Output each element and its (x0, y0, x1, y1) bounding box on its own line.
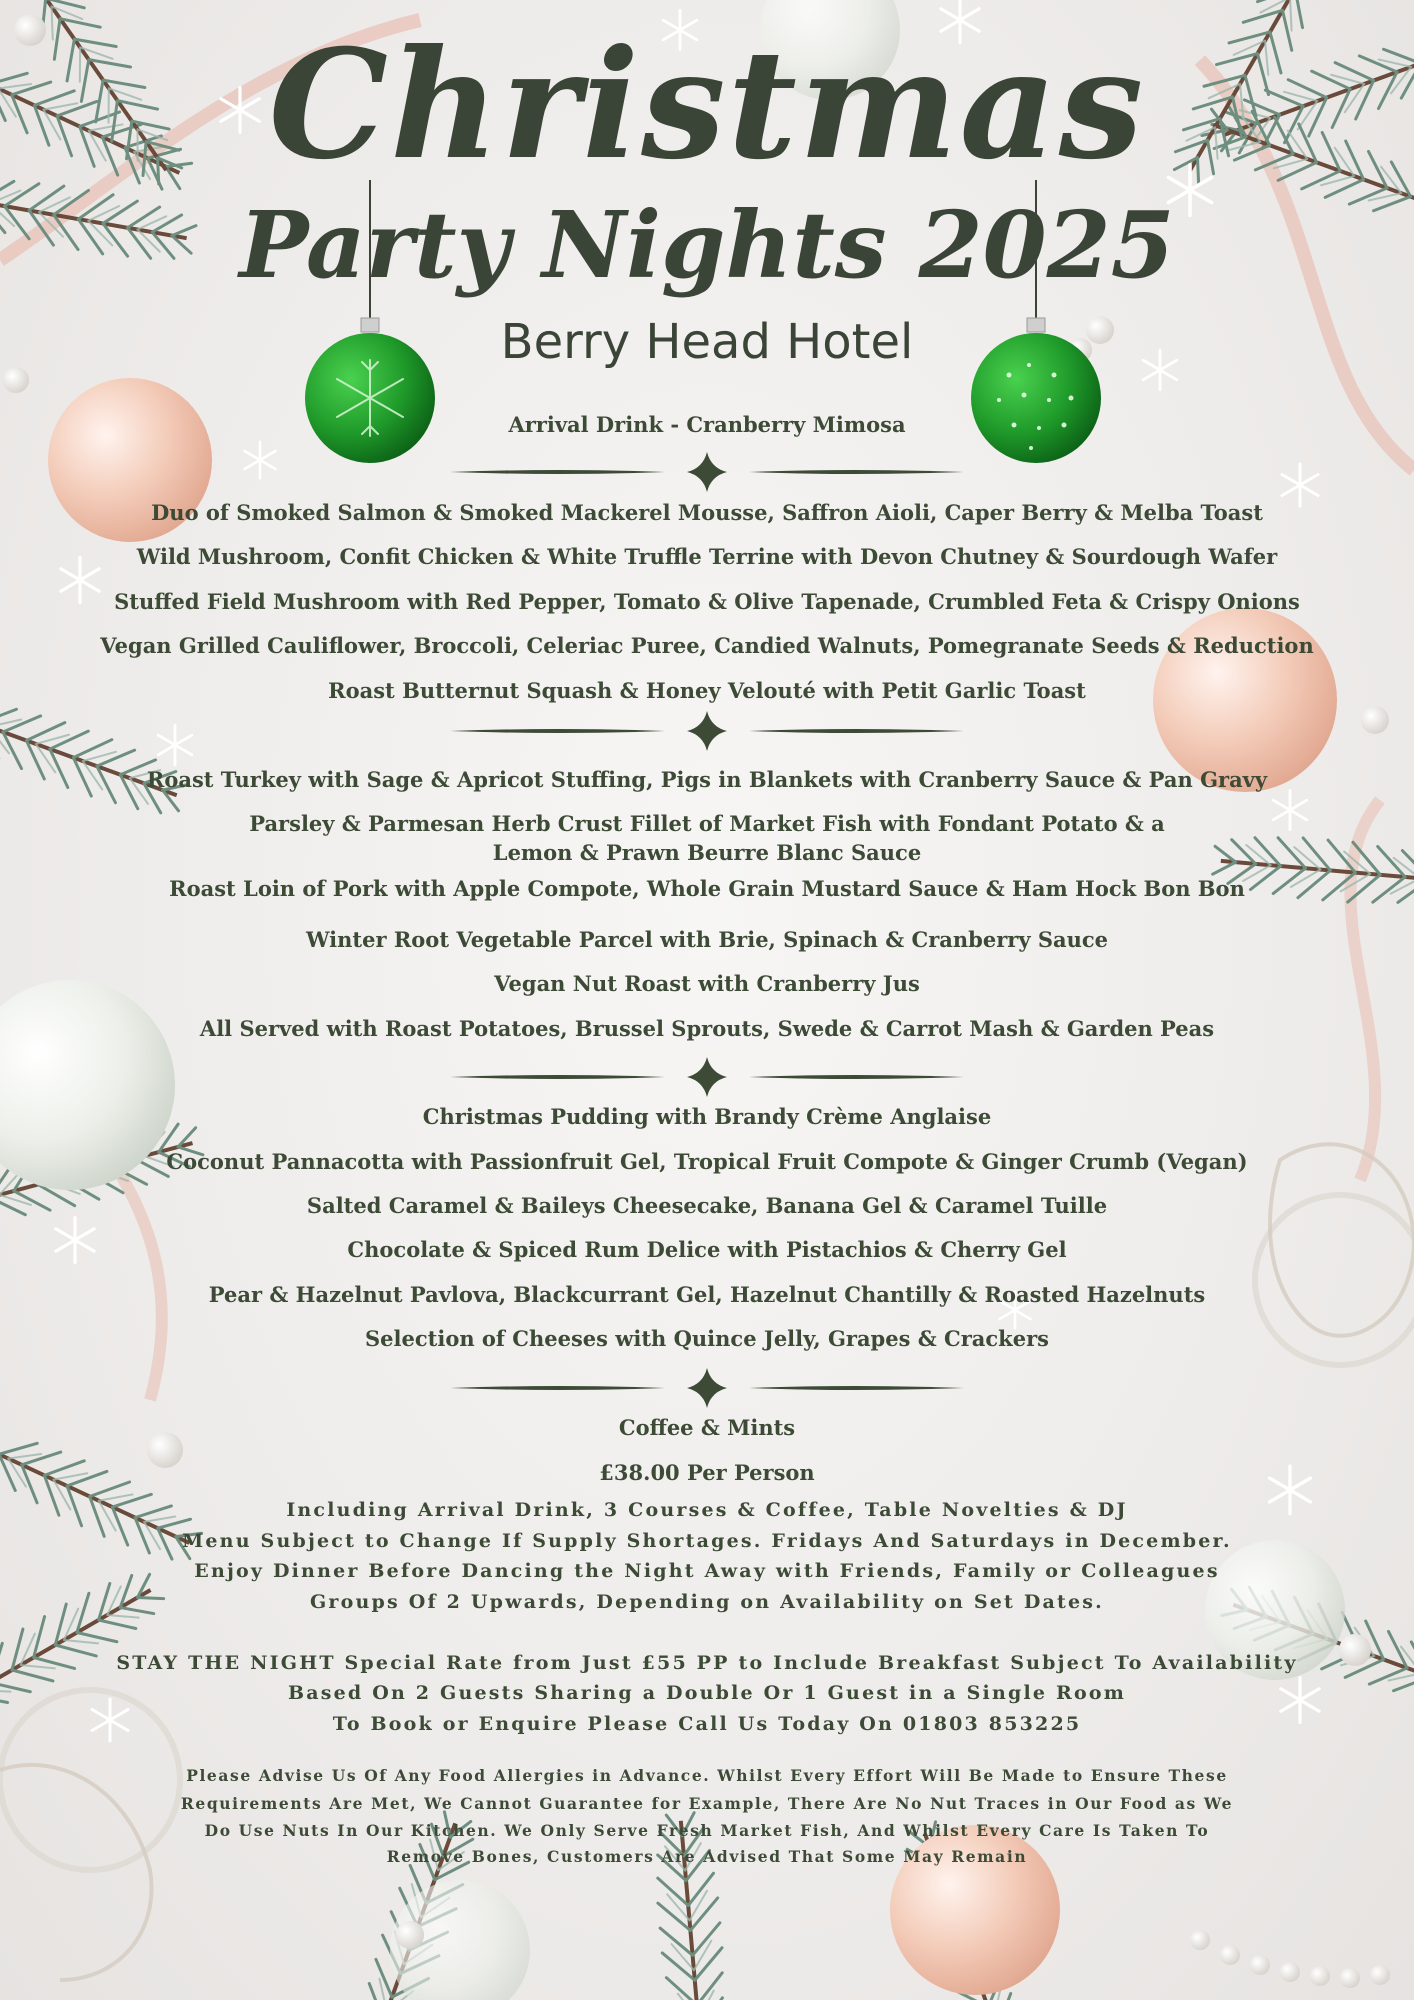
starter-item: Stuffed Field Mushroom with Red Pepper, Tomato & Olive Tapenade, Crumbled Feta & Crispy Onions (114, 589, 1300, 614)
starter-item: Duo of Smoked Salmon & Smoked Mackerel Mousse, Saffron Aioli, Caper Berry & Melba Toast (151, 500, 1263, 525)
main-item: Parsley & Parmesan Herb Crust Fillet of Market Fish with Fondant Potato & a (249, 811, 1165, 836)
hotel-name: Berry Head Hotel (500, 314, 914, 370)
details-line: Including Arrival Drink, 3 Courses & Coffee, Table Novelties & DJ (286, 1499, 1128, 1521)
divider-star-icon (440, 1057, 974, 1097)
allergy-notice-line: Requirements Are Met, We Cannot Guarantee for Example, There Are No Nut Traces in Our Food as We (180, 1794, 1234, 1813)
arrival-drink: Arrival Drink - Cranberry Mimosa (508, 412, 906, 437)
main-item: Lemon & Prawn Beurre Blanc Sauce (492, 840, 922, 865)
divider-star-icon (440, 711, 974, 751)
main-item: Roast Turkey with Sage & Apricot Stuffing, Pigs in Blankets with Cranberry Sauce & Pan Gravy (146, 767, 1268, 792)
price: £38.00 Per Person (599, 1460, 815, 1485)
allergy-notice-line: Remove Bones, Customers Are Advised That Some May Remain (386, 1847, 1028, 1866)
dessert-item: Selection of Cheeses with Quince Jelly, Grapes & Crackers (365, 1326, 1049, 1351)
details-line: Enjoy Dinner Before Dancing the Night Away with Friends, Family or Colleagues (194, 1560, 1220, 1582)
main-item: Roast Loin of Pork with Apple Compote, Whole Grain Mustard Sauce & Ham Hock Bon Bon (169, 876, 1245, 901)
allergy-notice-line: Please Advise Us Of Any Food Allergies in Advance. Whilst Every Effort Will Be Made to Ensure These (186, 1766, 1228, 1785)
dessert-item: Christmas Pudding with Brandy Crème Anglaise (422, 1104, 992, 1129)
page-subtitle: Party Nights 2025 (239, 191, 1175, 299)
divider-star-icon (440, 452, 974, 492)
divider-star-icon (440, 1368, 974, 1408)
allergy-notice-line: Do Use Nuts In Our Kitchen. We Only Serve Fresh Market Fish, And Whilst Every Care Is Taken To (204, 1821, 1210, 1840)
starter-item: Roast Butternut Squash & Honey Velouté with Petit Garlic Toast (328, 678, 1086, 703)
details-line: Groups Of 2 Upwards, Depending on Availability on Set Dates. (309, 1591, 1104, 1613)
dessert-item: Salted Caramel & Baileys Cheesecake, Banana Gel & Caramel Tuille (306, 1193, 1108, 1218)
page-title: Christmas (268, 17, 1146, 193)
dessert-item: Chocolate & Spiced Rum Delice with Pistachios & Cherry Gel (347, 1237, 1067, 1262)
main-item: Winter Root Vegetable Parcel with Brie, Spinach & Cranberry Sauce (305, 927, 1109, 952)
booking-phone-line: To Book or Enquire Please Call Us Today On 01803 853225 (332, 1713, 1082, 1735)
stay-offer-line: Based On 2 Guests Sharing a Double Or 1 Guest in a Single Room (287, 1682, 1127, 1704)
dessert-item: Coconut Pannacotta with Passionfruit Gel, Tropical Fruit Compote & Ginger Crumb (Vegan) (166, 1149, 1248, 1174)
details-line: Menu Subject to Change If Supply Shortages. Fridays And Saturdays in December. (182, 1530, 1232, 1552)
main-sides: All Served with Roast Potatoes, Brussel Sprouts, Swede & Carrot Mash & Garden Peas (199, 1016, 1215, 1041)
coffee-mints: Coffee & Mints (618, 1415, 796, 1440)
starter-item: Vegan Grilled Cauliflower, Broccoli, Celeriac Puree, Candied Walnuts, Pomegranate Seeds & Reduction (100, 633, 1314, 658)
stay-offer-line: STAY THE NIGHT Special Rate from Just £55 PP to Include Breakfast Subject To Availability (116, 1652, 1298, 1674)
main-item: Vegan Nut Roast with Cranberry Jus (494, 971, 920, 996)
starter-item: Wild Mushroom, Confit Chicken & White Truffle Terrine with Devon Chutney & Sourdough Wafer (136, 544, 1278, 569)
dessert-item: Pear & Hazelnut Pavlova, Blackcurrant Gel, Hazelnut Chantilly & Roasted Hazelnuts (208, 1282, 1206, 1307)
